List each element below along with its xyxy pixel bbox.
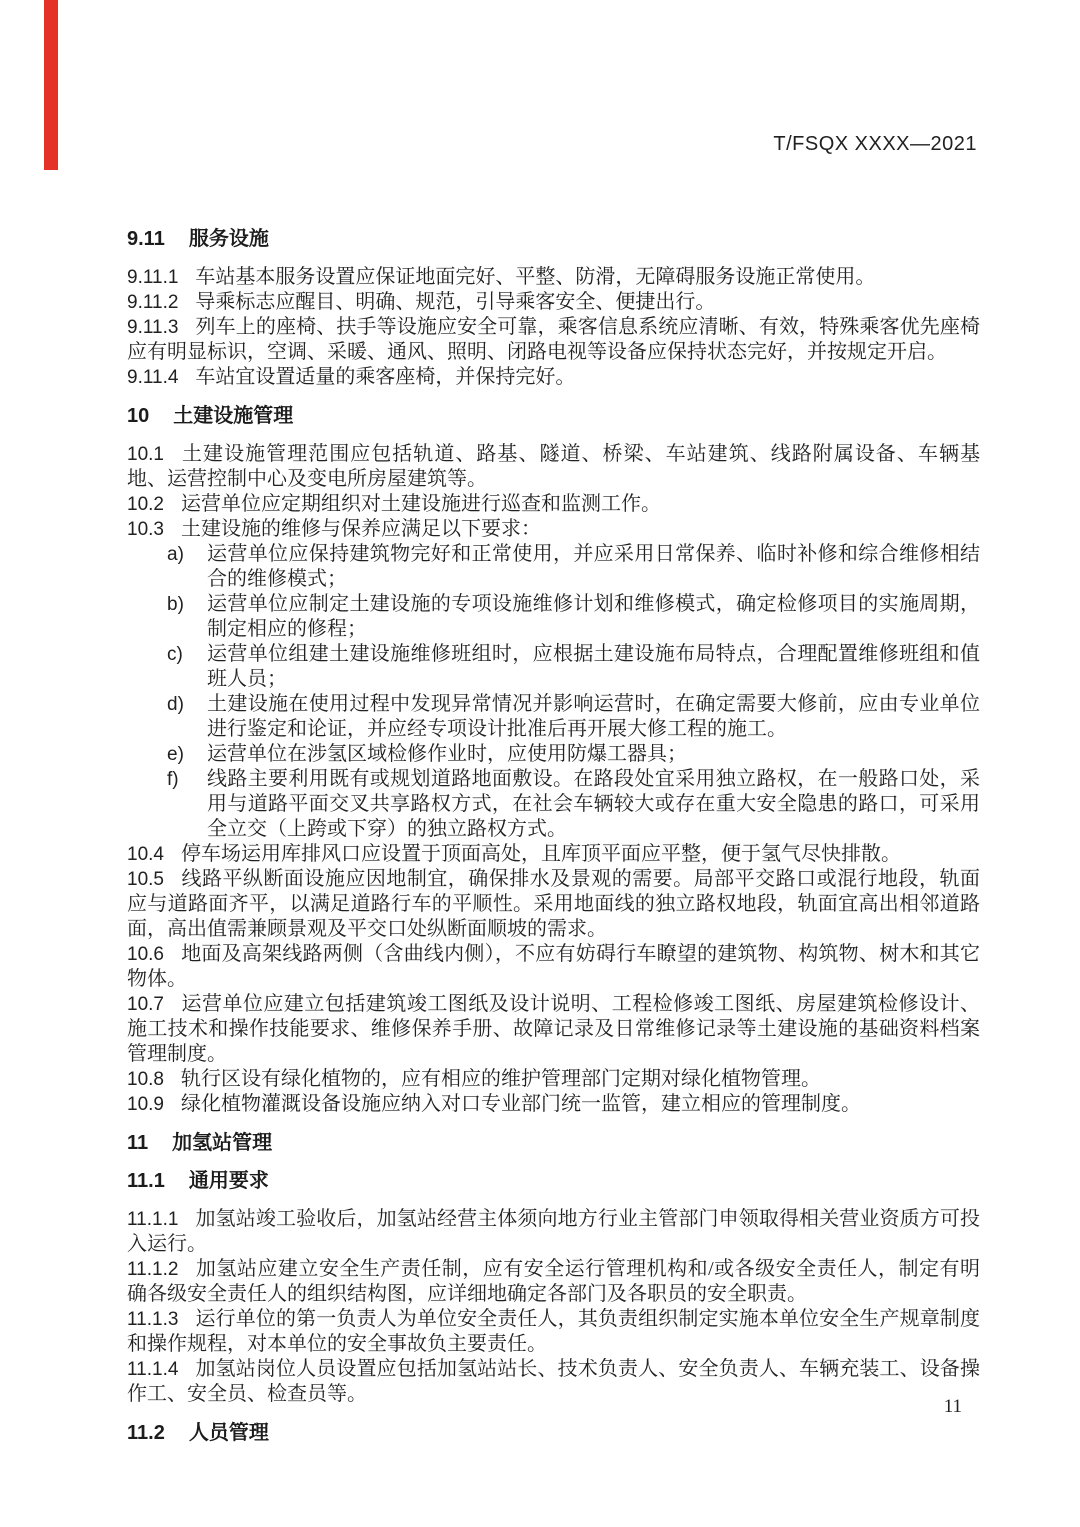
clause-number: 10.5 — [127, 869, 164, 890]
clause-text: 加氢站竣工验收后，加氢站经营主体须向地方行业主管部门申领取得相关营业资质方可投入运行。 — [127, 1208, 980, 1255]
list-item — [127, 692, 980, 742]
section-number: 10 — [127, 405, 150, 427]
list-item-text: 运营单位在涉氢区域检修作业时，应使用防爆工器具； — [207, 743, 687, 765]
standard-number: T/FSQX XXXX—2021 — [773, 133, 977, 155]
clause-number: 9.11.3 — [127, 317, 179, 338]
list-item-text: 运营单位应保持建筑物完好和正常使用，并应采用日常保养、临时补修和综合维修相结合的维修模式； — [207, 543, 980, 590]
clause-number: 11.1.4 — [127, 1359, 179, 1380]
clause-text: 绿化植物灌溉设备设施应纳入对口专业部门统一监管，建立相应的管理制度。 — [180, 1093, 861, 1115]
clause-number: 11.1.1 — [127, 1209, 179, 1230]
clause-number: 11.1.3 — [127, 1309, 179, 1330]
section-number: 11.2 — [127, 1422, 165, 1444]
clause-paragraph — [127, 315, 980, 365]
list-item — [127, 592, 980, 642]
clause-paragraph — [127, 1067, 980, 1092]
list-item — [127, 642, 980, 692]
list-item — [127, 742, 980, 767]
list-item-text: 运营单位应制定土建设施的专项设施维修计划和维修模式，确定检修项目的实施周期，制定相应的修程； — [207, 593, 980, 640]
clause-paragraph — [127, 1357, 980, 1407]
list-item-label: a) — [167, 544, 184, 565]
clause-paragraph — [127, 1092, 980, 1117]
list-item-label: b) — [167, 594, 184, 615]
section-title: 人员管理 — [188, 1422, 269, 1444]
clause-text: 线路平纵断面设施应因地制宜，确保排水及景观的需要。局部平交路口或混行地段，轨面应与道路面齐平，以满足道路行车的平顺性。采用地面线的独立路权地段，轨面宜高出相邻道路面，高出值需兼顾景观及平交口处纵断面顺坡的需求。 — [127, 868, 980, 940]
section-heading — [127, 1169, 980, 1193]
clause-paragraph — [127, 942, 980, 992]
list-item — [127, 542, 980, 592]
section-heading — [127, 227, 980, 251]
clause-paragraph — [127, 442, 980, 492]
page-number: 11 — [943, 1396, 962, 1417]
clause-paragraph — [127, 842, 980, 867]
list-item-label: c) — [167, 644, 183, 665]
section-title: 通用要求 — [188, 1170, 269, 1192]
section-number: 11.1 — [127, 1170, 165, 1192]
list-item-text: 土建设施在使用过程中发现异常情况并影响运营时，在确定需要大修前，应由专业单位进行鉴定和论证，并应经专项设计批准后再开展大修工程的施工。 — [207, 693, 980, 740]
clause-paragraph — [127, 265, 980, 290]
clause-paragraph — [127, 992, 980, 1067]
clause-number: 10.2 — [127, 494, 164, 515]
clause-text: 土建设施管理范围应包括轨道、路基、隧道、桥梁、车站建筑、线路附属设备、车辆基地、运营控制中心及变电所房屋建筑等。 — [127, 443, 980, 490]
clause-text: 轨行区设有绿化植物的，应有相应的维护管理部门定期对绿化植物管理。 — [180, 1068, 821, 1090]
section-title: 加氢站管理 — [172, 1132, 273, 1154]
clause-text: 运营单位应定期组织对土建设施进行巡查和监测工作。 — [180, 493, 661, 515]
clause-number: 9.11.2 — [127, 292, 179, 313]
section-number: 11 — [127, 1132, 149, 1154]
list-item-text: 运营单位组建土建设施维修班组时，应根据土建设施布局特点，合理配置维修班组和值班人员； — [207, 643, 980, 690]
list-item-text: 线路主要利用既有或规划道路地面敷设。在路段处宜采用独立路权，在一般路口处，采用与道路平面交叉共享路权方式，在社会车辆较大或存在重大安全隐患的路口，可采用全立交（上跨或下穿）的独立路权方式。 — [207, 768, 980, 840]
clause-paragraph — [127, 517, 980, 542]
section-title: 土建设施管理 — [173, 405, 294, 427]
clause-number: 10.9 — [127, 1094, 164, 1115]
clause-text: 土建设施的维修与保养应满足以下要求： — [180, 518, 541, 540]
clause-number: 10.1 — [127, 444, 164, 465]
clause-paragraph — [127, 492, 980, 517]
clause-paragraph — [127, 365, 980, 390]
section-heading — [127, 404, 980, 428]
clause-text: 地面及高架线路两侧（含曲线内侧），不应有妨碍行车瞭望的建筑物、构筑物、树木和其它物体。 — [127, 943, 980, 990]
clause-paragraph — [127, 867, 980, 942]
clause-text: 车站宜设置适量的乘客座椅，并保持完好。 — [195, 366, 576, 388]
clause-text: 车站基本服务设置应保证地面完好、平整、防滑，无障碍服务设施正常使用。 — [195, 266, 876, 288]
clause-text: 停车场运用库排风口应设置于顶面高处，且库顶平面应平整，便于氢气尽快排散。 — [180, 843, 901, 865]
clause-text: 列车上的座椅、扶手等设施应安全可靠，乘客信息系统应清晰、有效，特殊乘客优先座椅应有明显标识，空调、采暖、通风、照明、闭路电视等设备应保持状态完好，并按规定开启。 — [127, 316, 980, 363]
clause-paragraph — [127, 290, 980, 315]
list-item-label: d) — [167, 694, 184, 715]
clause-text: 加氢站应建立安全生产责任制，应有安全运行管理机构和/或各级安全责任人，制定有明确各级安全责任人的组织结构图，应详细地确定各部门及各职员的安全职责。 — [127, 1258, 980, 1305]
clause-number: 9.11.4 — [127, 367, 179, 388]
clause-number: 10.8 — [127, 1069, 164, 1090]
clause-number: 10.3 — [127, 519, 164, 540]
clause-text: 导乘标志应醒目、明确、规范，引导乘客安全、便捷出行。 — [195, 291, 716, 313]
list-item — [127, 767, 980, 842]
clause-number: 10.4 — [127, 844, 164, 865]
section-number: 9.11 — [127, 228, 165, 250]
clause-number: 10.6 — [127, 944, 164, 965]
clause-number: 11.1.2 — [127, 1259, 179, 1280]
section-title: 服务设施 — [188, 228, 269, 250]
list-item-label: f) — [167, 769, 179, 790]
section-heading — [127, 1421, 980, 1445]
section-heading — [127, 1131, 980, 1155]
clause-text: 加氢站岗位人员设置应包括加氢站站长、技术负责人、安全负责人、车辆充装工、设备操作工、安全员、检查员等。 — [127, 1358, 980, 1405]
list-item-label: e) — [167, 744, 184, 765]
clause-number: 10.7 — [127, 994, 164, 1015]
clause-paragraph — [127, 1307, 980, 1357]
clause-paragraph — [127, 1257, 980, 1307]
clause-paragraph — [127, 1207, 980, 1257]
clause-text: 运营单位应建立包括建筑竣工图纸及设计说明、工程检修竣工图纸、房屋建筑检修设计、施工技术和操作技能要求、维修保养手册、故障记录及日常维修记录等土建设施的基础资料档案管理制度。 — [127, 993, 980, 1065]
clause-number: 9.11.1 — [127, 267, 179, 288]
clause-text: 运行单位的第一负责人为单位安全责任人，其负责组织制定实施本单位安全生产规章制度和操作规程，对本单位的安全事故负主要责任。 — [127, 1308, 980, 1355]
